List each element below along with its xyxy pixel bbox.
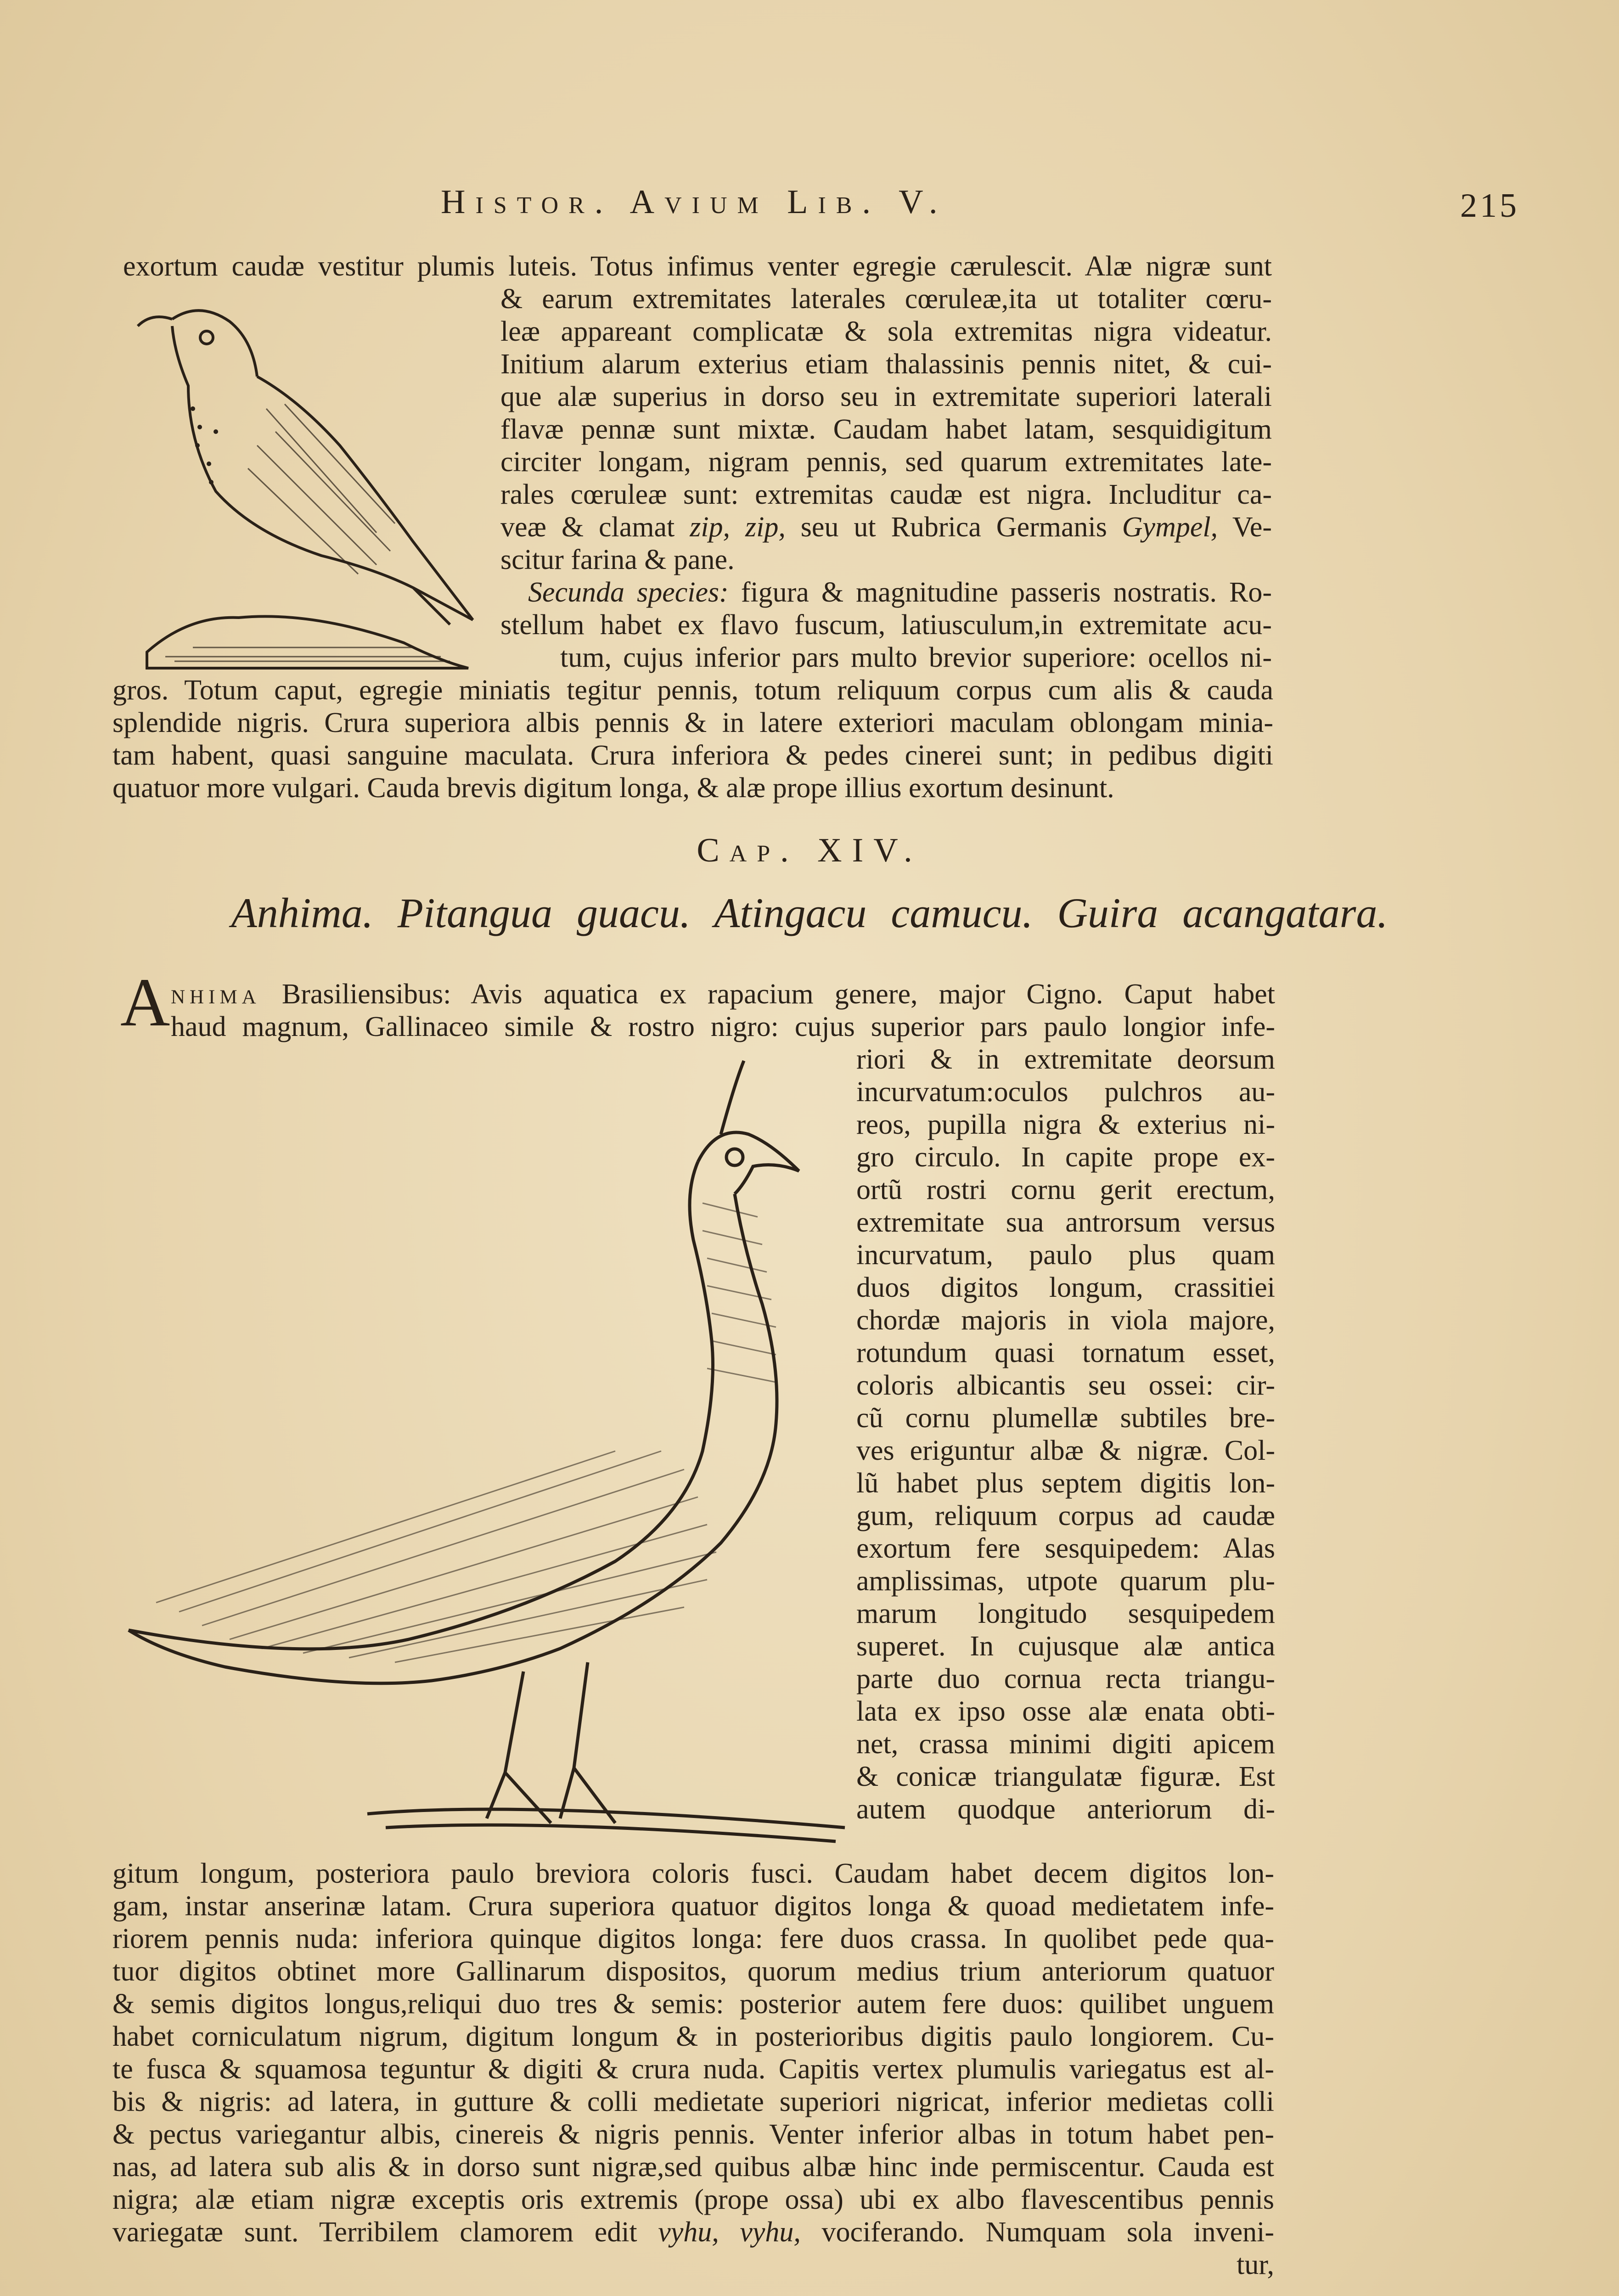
- section1-column: [123, 250, 1272, 674]
- text-line: flavæ pennæ sunt mixtæ. Caudam habet latam, sesquidigitum: [500, 414, 1272, 445]
- text-line: tum, cujus inferior pars multo brevior superiore: ocellos ni-: [560, 642, 1272, 673]
- text-line: splendide nigris. Crura superiora albis pennis & in latere exteriori maculam oblongam minia-: [112, 707, 1273, 738]
- text-line: stellum habet ex flavo fuscum, latiusculum,in extremitate acu-: [500, 609, 1272, 641]
- text-segment: Ve-: [1218, 512, 1272, 543]
- text-segment: figura & magnitudine passeris nostratis. Ro-: [728, 577, 1272, 608]
- text-line: amplissimas, utpote quarum plu-: [856, 1565, 1275, 1597]
- woodcut-anhima: [110, 1056, 854, 1846]
- text-line: habet corniculatum nigrum, digitum longum & in posterioribus digitis paulo longiorem. Cu-: [112, 2021, 1274, 2052]
- text-line: haud magnum, Gallinaceo simile & rostro nigro: cujus superior pars paulo longior infe-: [171, 1011, 1275, 1042]
- text-line: [112, 2216, 1274, 2249]
- text-line: duos digitos longum, crassitiei: [856, 1272, 1275, 1303]
- text-line: & earum extremitates laterales cœruleæ,ita ut totaliter cœru-: [500, 283, 1272, 315]
- text-line: gum, reliquum corpus ad caudæ: [856, 1500, 1275, 1531]
- text-line: lata ex ipso osse alæ enata obti-: [856, 1696, 1275, 1727]
- text-line: parte duo cornua recta triangu-: [856, 1663, 1275, 1694]
- text-line: superet. In cujusque alæ antica: [856, 1631, 1275, 1662]
- text-line: rotundum quasi tornatum esset,: [856, 1337, 1275, 1368]
- text-line: & conicæ triangulatæ figuræ. Est: [856, 1761, 1275, 1792]
- text-line: extremitate sua antrorsum versus: [856, 1207, 1275, 1238]
- text-line: te fusca & squamosa teguntur & digiti & crura nuda. Capitis vertex plumulis variegatus est al-: [112, 2054, 1274, 2085]
- text-line: circiter longam, nigram pennis, sed quarum extremitates late-: [500, 446, 1272, 478]
- text-line: marum longitudo sesquipedem: [856, 1598, 1275, 1629]
- text-segment: variegatæ sunt. Terribilem clamorem edit: [112, 2217, 658, 2248]
- text-segment: veæ & clamat: [500, 512, 690, 543]
- text-line: gro circulo. In capite prope ex-: [856, 1142, 1275, 1173]
- text-line: ves eriguntur albæ & nigræ. Col-: [856, 1435, 1275, 1466]
- text-line: riori & in extremitate deorsum: [856, 1044, 1275, 1075]
- text-line: incurvatum, paulo plus quam: [856, 1239, 1275, 1271]
- running-head: Histor. Avium Lib. V.: [441, 183, 948, 221]
- text-segment: Brasiliensibus: Avis aquatica ex rapacium genere, major Cigno. Caput habet: [260, 979, 1275, 1010]
- section2-full: [112, 1857, 1274, 2281]
- smallcaps-word: nhima: [171, 979, 261, 1010]
- text-line: gam, instar anserinæ latam. Crura superiora quatuor digitos longa & quoad medietatem infe-: [112, 1891, 1274, 1922]
- text-line: cũ cornu plumellæ subtiles bre-: [856, 1402, 1275, 1434]
- text-segment: vociferando. Numquam sola inveni-: [800, 2217, 1274, 2248]
- bird-call: zip, zip,: [690, 512, 786, 543]
- text-line: [171, 978, 1275, 1011]
- chapter-title: Cap. XIV.: [697, 832, 922, 869]
- text-line: lũ habet plus septem digitis lon-: [856, 1468, 1275, 1499]
- section2-column: [856, 1043, 1275, 1826]
- page-header: [0, 178, 1619, 229]
- german-name: Gympel,: [1122, 512, 1218, 543]
- text-line: rales cœruleæ sunt: extremitas caudæ est nigra. Includitur ca-: [500, 479, 1272, 510]
- text-line: coloris albicantis seu ossei: cir-: [856, 1370, 1275, 1401]
- section1-full: [112, 674, 1273, 805]
- text-line: gros. Totum caput, egregie miniatis tegitur pennis, totum reliquum corpus cum alis & cauda: [112, 675, 1273, 706]
- text-line: scitur farina & pane.: [500, 544, 735, 575]
- text-line: [528, 576, 1272, 609]
- text-line: tur,: [1237, 2249, 1274, 2280]
- section2-top: [171, 978, 1275, 1043]
- text-line: tam habent, quasi sanguine maculata. Crura inferiora & pedes cinerei sunt; in pedibus digiti: [112, 740, 1273, 771]
- text-line: & semis digitos longus,reliqui duo tres & semis: posterior autem fere duos: quilibet unguem: [112, 1988, 1274, 2020]
- text-line: tuor digitos obtinet more Gallinarum dispositos, quorum medius trium anteriorum quatuor: [112, 1956, 1274, 1987]
- text-line: riorem pennis nuda: inferiora quinque digitos longa: fere duos crassa. In quolibet pede qua-: [112, 1923, 1274, 1954]
- text-line: nigra; alæ etiam nigræ exceptis oris extremis (prope ossa) ubi ex albo flavescentibus pennis: [112, 2184, 1274, 2215]
- dropcap: A: [120, 964, 170, 1041]
- text-line: exortum caudæ vestitur plumis luteis. Totus infimus venter egregie cærulescit. Alæ nigræ sunt: [123, 251, 1272, 282]
- text-line: exortum fere sesquipedem: Alas: [856, 1533, 1275, 1564]
- text-line: & pectus variegantur albis, cinereis & nigris pennis. Venter inferior albas in totum habet pen-: [112, 2119, 1274, 2150]
- text-line: gitum longum, posteriora paulo breviora coloris fusci. Caudam habet decem digitos lon-: [112, 1858, 1274, 1889]
- text-line: que alæ superius in dorso seu in extremitate superiori laterali: [500, 381, 1272, 412]
- text-line: net, crassa minimi digiti apicem: [856, 1728, 1275, 1760]
- text-line: leæ appareant complicatæ & sola extremitas nigra videatur.: [500, 316, 1272, 347]
- text-line: incurvatum:oculos pulchros au-: [856, 1076, 1275, 1108]
- chapter-heading: Anhima. Pitangua guacu. Atingacu camucu. Guira acangatara.: [231, 889, 1388, 936]
- text-line: nas, ad latera sub alis & in dorso sunt nigræ,sed quibus albæ hinc inde permiscentur. Cauda est: [112, 2151, 1274, 2183]
- text-line: reos, pupilla nigra & exterius ni-: [856, 1109, 1275, 1140]
- page-number: 215: [1460, 187, 1519, 225]
- bird-call: vyhu, vyhu,: [658, 2217, 801, 2248]
- text-line: autem quodque anteriorum di-: [856, 1794, 1275, 1825]
- woodcut-bird-small: [119, 294, 496, 670]
- text-line: Initium alarum exterius etiam thalassinis pennis nitet, & cui-: [500, 349, 1272, 380]
- text-line: ortũ rostri cornu gerit erectum,: [856, 1174, 1275, 1205]
- text-line: chordæ majoris in viola majore,: [856, 1305, 1275, 1336]
- text-line: bis & nigris: ad latera, in gutture & colli medietate superiori nigricat, inferior medietas colli: [112, 2086, 1274, 2117]
- species-label: Secunda species:: [528, 577, 729, 608]
- text-line: quatuor more vulgari. Cauda brevis digitum longa, & alæ prope illius exortum desinunt.: [112, 772, 1114, 804]
- text-segment: seu ut Rubrica Germanis: [785, 512, 1122, 543]
- text-line: [500, 511, 1272, 544]
